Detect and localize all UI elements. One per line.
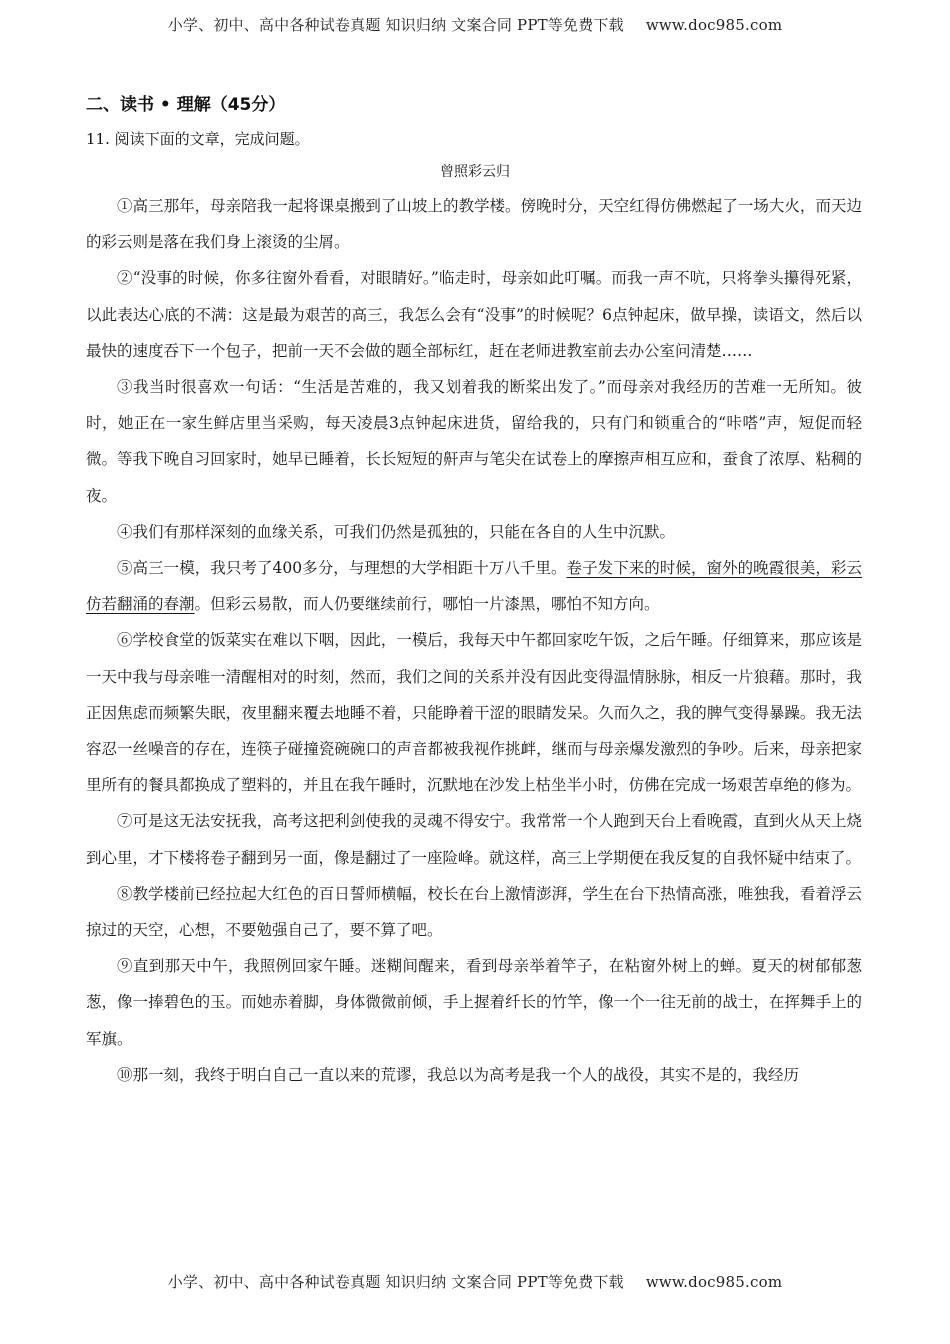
header-site-link[interactable]: www.doc985.com — [645, 16, 783, 34]
paragraph-7: ⑦可是这无法安抚我，高考这把利剑使我的灵魂不得安宁。我常常一个人跑到天台上看晚霞，直到火从天上烧到心里，才下楼将卷子翻到另一面，像是翻过了一座险峰。就这样，高三上学期便在我反复的自我怀疑中结束了。 — [86, 812, 862, 867]
paragraph-8: ⑧教学楼前已经拉起大红色的百日誓师横幅，校长在台上激情澎湃，学生在台下热情高涨，唯独我，看着浮云掠过的天空，心想，不要勉强自己了，要不算了吧。 — [86, 884, 862, 940]
paragraph-9: ⑨直到那天中午，我照例回家午睡。迷糊间醒来，看到母亲举着竿子，在粘窗外树上的蝉。夏天的树郁郁葱葱，像一捧碧色的玉。而她赤着脚，身体微微前倾，手上握着纤长的竹竿，像一个一往无前的战士，在挥舞手上的军旗。 — [86, 957, 862, 1048]
paragraph-5-start: ⑤高三一模，我只考了400多分，与理想的大学相距十万八千里。 — [117, 559, 567, 578]
paragraph-5 — [86, 550, 862, 622]
paragraph-10: ⑩那一刻，我终于明白自己一直以来的荒谬，我总以为高考是我一个人的战役，其实不是的，我经历 — [117, 1065, 800, 1084]
footer-banner — [0, 1271, 950, 1292]
paragraph-6: ⑥学校食堂的饭菜实在难以下咽，因此，一模后，我每天中午都回家吃午饭，之后午睡。仔细算来，那应该是一天中我与母亲唯一清醒相对的时刻，然而，我们之间的关系并没有因此变得温情脉脉，相反一片狼藉。那时，我正因焦虑而频繁失眠，夜里翻来覆去地睡不着，只能睁着干涩的眼睛发呆。久而久之，我的脾气变得暴躁。我无法容忍一丝噪音的存在，连筷子碰撞瓷碗碗口的声音都被我视作挑衅，继而与母亲爆发激烈的争吵。后来，母亲把家里所有的餐具都换成了塑料的，并且在我午睡时，沉默地在沙发上枯坐半小时，仿佛在完成一场艰苦卓绝的修为。 — [86, 631, 862, 795]
article-body — [86, 188, 862, 1093]
header-banner-text: 小学、初中、高中各种试卷真题 知识归纳 文案合同 PPT等免费下载 — [167, 16, 624, 34]
article-title: 曾照彩云归 — [440, 164, 510, 180]
paragraph-3: ③我当时很喜欢一句话：“生活是苦难的，我又划着我的断桨出发了。”而母亲对我经历的苦难一无所知。彼时，她正在一家生鲜店里当采购，每天凌晨3点钟起床进货，留给我的，只有门和锁重合的“咔嗒”声，短促而轻微。等我下晚自习回家时，她早已睡着，长长短短的鼾声与笔尖在试卷上的摩擦声相互应和，蚕食了浓厚、粘稠的夜。 — [86, 378, 862, 505]
header-banner — [0, 14, 950, 35]
footer-banner-text: 小学、初中、高中各种试卷真题 知识归纳 文案合同 PPT等免费下载 — [167, 1273, 624, 1291]
paragraph-5-end: 。但彩云易散，而人仍要继续前行，哪怕一片漆黑，哪怕不知方向。 — [194, 595, 660, 614]
paragraph-4: ④我们有那样深刻的血缘关系，可我们仍然是孤独的，只能在各自的人生中沉默。 — [117, 522, 676, 541]
paragraph-1: ①高三那年，母亲陪我一起将课桌搬到了山坡上的教学楼。傍晚时分，天空红得仿佛燃起了一场大火，而天边的彩云则是落在我们身上滚烫的尘屑。 — [86, 197, 862, 252]
paragraph-2: ②“没事的时候，你多往窗外看看，对眼睛好。”临走时，母亲如此叮嘱。而我一声不吭，只将拳头攥得死紧，以此表达心底的不满：这是最为艰苦的高三，我怎么会有“没事”的时候呢？6点钟起床，做早操，读语文，然后以最快的速度吞下一个包子，把前一天不会做的题全部标红，赶在老师进教室前去办公室问清楚…… — [86, 269, 862, 360]
section-title: 二、读书 • 理解（45分） — [86, 95, 286, 115]
question-prompt: 11. 阅读下面的文章，完成问题。 — [86, 130, 310, 148]
underlined-sentence: 卷子发下来的时候，窗外的晚霞很美，彩云仿若翻涌的春潮 — [86, 559, 862, 614]
footer-site-link[interactable]: www.doc985.com — [645, 1273, 783, 1291]
